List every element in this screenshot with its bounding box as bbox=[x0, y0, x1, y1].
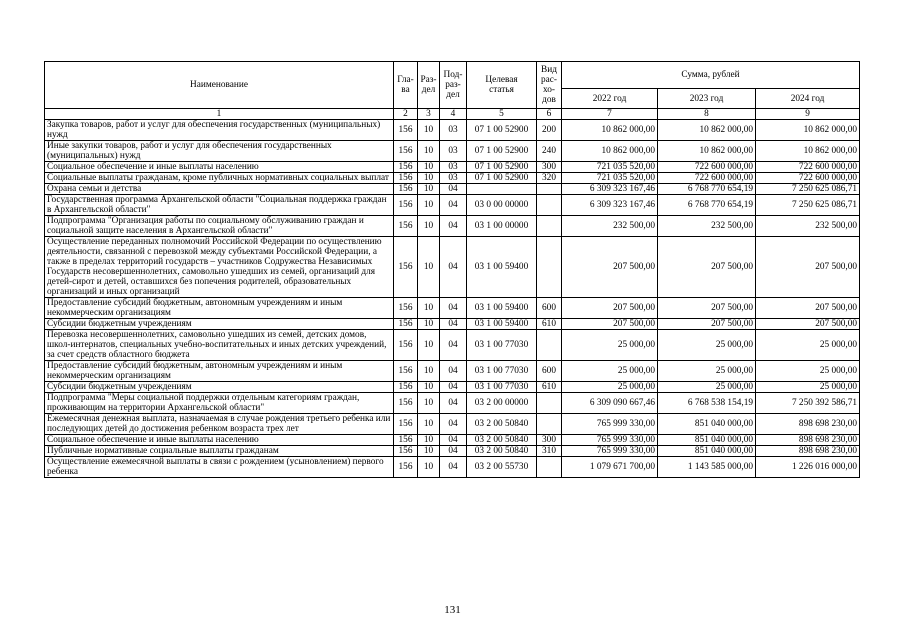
row-glava: 156 bbox=[394, 237, 418, 298]
row-razdel: 10 bbox=[418, 382, 440, 393]
row-sum-2022: 1 079 671 700,00 bbox=[562, 457, 658, 478]
row-sum-2022: 207 500,00 bbox=[562, 319, 658, 330]
table-row bbox=[45, 361, 860, 382]
table-row bbox=[45, 393, 860, 414]
header-vid: Вид рас- хо- дов bbox=[537, 62, 562, 109]
row-vid: 200 bbox=[537, 120, 562, 141]
row-podrazdel: 04 bbox=[440, 457, 467, 478]
row-razdel: 10 bbox=[418, 184, 440, 195]
row-sum-2024: 898 698 230,00 bbox=[756, 435, 860, 446]
row-razdel: 10 bbox=[418, 457, 440, 478]
row-podrazdel: 04 bbox=[440, 446, 467, 457]
row-sum-2023: 722 600 000,00 bbox=[658, 173, 756, 184]
row-sum-2022: 10 862 000,00 bbox=[562, 120, 658, 141]
row-razdel: 10 bbox=[418, 195, 440, 216]
row-sum-2024: 722 600 000,00 bbox=[756, 162, 860, 173]
row-sum-2022: 6 309 323 167,46 bbox=[562, 195, 658, 216]
row-sum-2024: 232 500,00 bbox=[756, 216, 860, 237]
column-number: 1 bbox=[45, 109, 394, 120]
table-row bbox=[45, 414, 860, 435]
row-razdel: 10 bbox=[418, 298, 440, 319]
row-target: 03 2 00 00000 bbox=[467, 393, 537, 414]
row-target: 03 1 00 77030 bbox=[467, 382, 537, 393]
row-razdel: 10 bbox=[418, 446, 440, 457]
row-target: 03 2 00 50840 bbox=[467, 435, 537, 446]
row-sum-2022: 6 309 323 167,46 bbox=[562, 184, 658, 195]
row-target: 03 1 00 77030 bbox=[467, 330, 537, 361]
row-sum-2022: 6 309 090 667,46 bbox=[562, 393, 658, 414]
column-number: 7 bbox=[562, 109, 658, 120]
row-glava: 156 bbox=[394, 330, 418, 361]
table-row bbox=[45, 141, 860, 162]
row-vid bbox=[537, 237, 562, 298]
row-sum-2022: 25 000,00 bbox=[562, 330, 658, 361]
row-name: Социальное обеспечение и иные выплаты населению bbox=[45, 162, 394, 173]
row-podrazdel: 04 bbox=[440, 319, 467, 330]
row-name: Подпрограмма "Организация работы по социальному обслуживанию граждан и социальной защите населения в Архангельской области" bbox=[45, 216, 394, 237]
row-name: Субсидии бюджетным учреждениям bbox=[45, 319, 394, 330]
row-razdel: 10 bbox=[418, 216, 440, 237]
row-vid bbox=[537, 184, 562, 195]
row-vid bbox=[537, 216, 562, 237]
page-number: 131 bbox=[444, 604, 461, 616]
row-glava: 156 bbox=[394, 435, 418, 446]
row-name: Осуществление ежемесячной выплаты в связи с рождением (усыновлением) первого ребенка bbox=[45, 457, 394, 478]
table-row bbox=[45, 382, 860, 393]
column-number: 9 bbox=[756, 109, 860, 120]
row-vid bbox=[537, 414, 562, 435]
row-sum-2022: 721 035 520,00 bbox=[562, 173, 658, 184]
row-sum-2024: 25 000,00 bbox=[756, 382, 860, 393]
row-sum-2024: 207 500,00 bbox=[756, 237, 860, 298]
row-razdel: 10 bbox=[418, 319, 440, 330]
row-glava: 156 bbox=[394, 319, 418, 330]
row-glava: 156 bbox=[394, 361, 418, 382]
row-sum-2023: 25 000,00 bbox=[658, 382, 756, 393]
row-glava: 156 bbox=[394, 382, 418, 393]
row-vid: 600 bbox=[537, 361, 562, 382]
row-target: 03 2 00 50840 bbox=[467, 446, 537, 457]
row-sum-2023: 207 500,00 bbox=[658, 319, 756, 330]
column-number: 6 bbox=[537, 109, 562, 120]
row-sum-2023: 6 768 770 654,19 bbox=[658, 184, 756, 195]
table-row bbox=[45, 457, 860, 478]
row-glava: 156 bbox=[394, 216, 418, 237]
column-number: 8 bbox=[658, 109, 756, 120]
row-name: Иные закупки товаров, работ и услуг для обеспечения государственных (муниципальных) нужд bbox=[45, 141, 394, 162]
row-name: Публичные нормативные социальные выплаты гражданам bbox=[45, 446, 394, 457]
row-sum-2024: 722 600 000,00 bbox=[756, 173, 860, 184]
row-vid bbox=[537, 330, 562, 361]
header-year-2023: 2023 год bbox=[658, 89, 756, 109]
row-glava: 156 bbox=[394, 141, 418, 162]
row-podrazdel: 04 bbox=[440, 216, 467, 237]
header-year-2024: 2024 год bbox=[756, 89, 860, 109]
table-row bbox=[45, 435, 860, 446]
row-sum-2024: 898 698 230,00 bbox=[756, 446, 860, 457]
row-podrazdel: 04 bbox=[440, 382, 467, 393]
row-sum-2023: 851 040 000,00 bbox=[658, 446, 756, 457]
row-podrazdel: 04 bbox=[440, 184, 467, 195]
row-sum-2022: 765 999 330,00 bbox=[562, 414, 658, 435]
row-sum-2022: 721 035 520,00 bbox=[562, 162, 658, 173]
header-target: Целевая статья bbox=[467, 62, 537, 109]
row-sum-2023: 10 862 000,00 bbox=[658, 120, 756, 141]
row-vid bbox=[537, 457, 562, 478]
row-sum-2023: 851 040 000,00 bbox=[658, 414, 756, 435]
row-razdel: 10 bbox=[418, 173, 440, 184]
row-vid: 320 bbox=[537, 173, 562, 184]
row-vid: 240 bbox=[537, 141, 562, 162]
row-name: Подпрограмма "Меры социальной поддержки отдельным категориям граждан, проживающим на территории Архангельской области" bbox=[45, 393, 394, 414]
row-sum-2023: 25 000,00 bbox=[658, 361, 756, 382]
row-target: 07 1 00 52900 bbox=[467, 141, 537, 162]
row-razdel: 10 bbox=[418, 393, 440, 414]
row-sum-2024: 25 000,00 bbox=[756, 330, 860, 361]
row-vid bbox=[537, 393, 562, 414]
row-podrazdel: 04 bbox=[440, 361, 467, 382]
row-sum-2024: 10 862 000,00 bbox=[756, 141, 860, 162]
table-row bbox=[45, 195, 860, 216]
row-target: 03 0 00 00000 bbox=[467, 195, 537, 216]
row-sum-2024: 898 698 230,00 bbox=[756, 414, 860, 435]
column-number: 4 bbox=[440, 109, 467, 120]
table-row bbox=[45, 120, 860, 141]
row-podrazdel: 03 bbox=[440, 173, 467, 184]
row-sum-2023: 207 500,00 bbox=[658, 237, 756, 298]
row-target: 07 1 00 52900 bbox=[467, 120, 537, 141]
row-glava: 156 bbox=[394, 298, 418, 319]
row-target: 03 1 00 77030 bbox=[467, 361, 537, 382]
table-row bbox=[45, 319, 860, 330]
row-sum-2024: 1 226 016 000,00 bbox=[756, 457, 860, 478]
row-vid: 310 bbox=[537, 446, 562, 457]
header-sum: Сумма, рублей bbox=[562, 62, 860, 89]
row-glava: 156 bbox=[394, 195, 418, 216]
row-podrazdel: 03 bbox=[440, 162, 467, 173]
row-sum-2022: 10 862 000,00 bbox=[562, 141, 658, 162]
row-name: Предоставление субсидий бюджетным, автономным учреждениям и иным некоммерческим организациям bbox=[45, 298, 394, 319]
table-row bbox=[45, 330, 860, 361]
row-podrazdel: 04 bbox=[440, 393, 467, 414]
column-number-row bbox=[45, 109, 860, 120]
row-target: 03 2 00 50840 bbox=[467, 414, 537, 435]
row-sum-2024: 7 250 625 086,71 bbox=[756, 195, 860, 216]
row-razdel: 10 bbox=[418, 237, 440, 298]
row-sum-2023: 851 040 000,00 bbox=[658, 435, 756, 446]
row-sum-2023: 232 500,00 bbox=[658, 216, 756, 237]
row-vid bbox=[537, 195, 562, 216]
row-sum-2024: 7 250 625 086,71 bbox=[756, 184, 860, 195]
table-row bbox=[45, 216, 860, 237]
table-body bbox=[45, 120, 860, 478]
row-sum-2023: 207 500,00 bbox=[658, 298, 756, 319]
row-podrazdel: 03 bbox=[440, 120, 467, 141]
row-podrazdel: 03 bbox=[440, 141, 467, 162]
row-sum-2023: 722 600 000,00 bbox=[658, 162, 756, 173]
row-razdel: 10 bbox=[418, 330, 440, 361]
row-glava: 156 bbox=[394, 414, 418, 435]
header-glava: Гла- ва bbox=[394, 62, 418, 109]
row-target: 03 2 00 55730 bbox=[467, 457, 537, 478]
row-sum-2023: 6 768 770 654,19 bbox=[658, 195, 756, 216]
row-glava: 156 bbox=[394, 162, 418, 173]
row-glava: 156 bbox=[394, 120, 418, 141]
table-row bbox=[45, 446, 860, 457]
row-name: Предоставление субсидий бюджетным, автономным учреждениям и иным некоммерческим организациям bbox=[45, 361, 394, 382]
row-sum-2022: 207 500,00 bbox=[562, 237, 658, 298]
row-sum-2022: 25 000,00 bbox=[562, 361, 658, 382]
row-name: Перевозка несовершеннолетних, самовольно ушедших из семей, детских домов, школ-интернатов, специальных учебно-воспитательных и иных детских учреждений, за счет средств областного бюджета bbox=[45, 330, 394, 361]
column-number: 3 bbox=[418, 109, 440, 120]
header-name: Наименование bbox=[45, 62, 394, 109]
row-razdel: 10 bbox=[418, 414, 440, 435]
row-glava: 156 bbox=[394, 457, 418, 478]
row-name: Закупка товаров, работ и услуг для обеспечения государственных (муниципальных) нужд bbox=[45, 120, 394, 141]
column-number: 2 bbox=[394, 109, 418, 120]
row-name: Ежемесячная денежная выплата, назначаемая в случае рождения третьего ребенка или последующих детей до достижения ребенком возраста трех лет bbox=[45, 414, 394, 435]
row-sum-2023: 1 143 585 000,00 bbox=[658, 457, 756, 478]
row-target: 03 1 00 59400 bbox=[467, 319, 537, 330]
row-sum-2023: 10 862 000,00 bbox=[658, 141, 756, 162]
row-sum-2022: 207 500,00 bbox=[562, 298, 658, 319]
row-name: Осуществление переданных полномочий Российской Федерации по осуществлению деятельности, связанной с перевозкой между субъектами Российской Федерации, а также в пределах территорий государств – участников Содружества Независимых Государств несовершеннолетних, самовольно ушедших из семей, организаций для детей-сирот и детей, оставшихся без попечения родителей, образовательных организаций и иных организаций bbox=[45, 237, 394, 298]
row-glava: 156 bbox=[394, 446, 418, 457]
row-name: Социальное обеспечение и иные выплаты населению bbox=[45, 435, 394, 446]
row-vid: 600 bbox=[537, 298, 562, 319]
table-row bbox=[45, 237, 860, 298]
header-year-2022: 2022 год bbox=[562, 89, 658, 109]
row-podrazdel: 04 bbox=[440, 330, 467, 361]
row-podrazdel: 04 bbox=[440, 414, 467, 435]
row-razdel: 10 bbox=[418, 361, 440, 382]
header-row bbox=[45, 62, 860, 89]
row-podrazdel: 04 bbox=[440, 237, 467, 298]
row-podrazdel: 04 bbox=[440, 195, 467, 216]
row-sum-2024: 207 500,00 bbox=[756, 319, 860, 330]
table-row bbox=[45, 162, 860, 173]
row-razdel: 10 bbox=[418, 120, 440, 141]
row-sum-2024: 7 250 392 586,71 bbox=[756, 393, 860, 414]
row-sum-2024: 207 500,00 bbox=[756, 298, 860, 319]
column-number: 5 bbox=[467, 109, 537, 120]
row-name: Охрана семьи и детства bbox=[45, 184, 394, 195]
row-target: 07 1 00 52900 bbox=[467, 173, 537, 184]
row-razdel: 10 bbox=[418, 162, 440, 173]
row-name: Субсидии бюджетным учреждениям bbox=[45, 382, 394, 393]
row-podrazdel: 04 bbox=[440, 435, 467, 446]
row-target: 03 1 00 59400 bbox=[467, 298, 537, 319]
row-sum-2023: 25 000,00 bbox=[658, 330, 756, 361]
header-razdel: Раз- дел bbox=[418, 62, 440, 109]
row-name: Государственная программа Архангельской области "Социальная поддержка граждан в Архангельской области" bbox=[45, 195, 394, 216]
row-sum-2024: 25 000,00 bbox=[756, 361, 860, 382]
row-sum-2023: 6 768 538 154,19 bbox=[658, 393, 756, 414]
row-target: 03 1 00 00000 bbox=[467, 216, 537, 237]
row-target: 07 1 00 52900 bbox=[467, 162, 537, 173]
header-podrazdel: Под- раз- дел bbox=[440, 62, 467, 109]
row-razdel: 10 bbox=[418, 141, 440, 162]
row-name: Социальные выплаты гражданам, кроме публичных нормативных социальных выплат bbox=[45, 173, 394, 184]
table-row bbox=[45, 184, 860, 195]
row-glava: 156 bbox=[394, 393, 418, 414]
row-razdel: 10 bbox=[418, 435, 440, 446]
row-vid: 610 bbox=[537, 382, 562, 393]
table-row bbox=[45, 173, 860, 184]
row-sum-2022: 765 999 330,00 bbox=[562, 435, 658, 446]
row-target: 03 1 00 59400 bbox=[467, 237, 537, 298]
row-glava: 156 bbox=[394, 173, 418, 184]
budget-table bbox=[44, 61, 860, 478]
row-sum-2022: 232 500,00 bbox=[562, 216, 658, 237]
row-sum-2024: 10 862 000,00 bbox=[756, 120, 860, 141]
row-sum-2022: 765 999 330,00 bbox=[562, 446, 658, 457]
row-vid: 300 bbox=[537, 162, 562, 173]
row-vid: 300 bbox=[537, 435, 562, 446]
row-target bbox=[467, 184, 537, 195]
row-vid: 610 bbox=[537, 319, 562, 330]
row-sum-2022: 25 000,00 bbox=[562, 382, 658, 393]
row-podrazdel: 04 bbox=[440, 298, 467, 319]
table-row bbox=[45, 298, 860, 319]
row-glava: 156 bbox=[394, 184, 418, 195]
